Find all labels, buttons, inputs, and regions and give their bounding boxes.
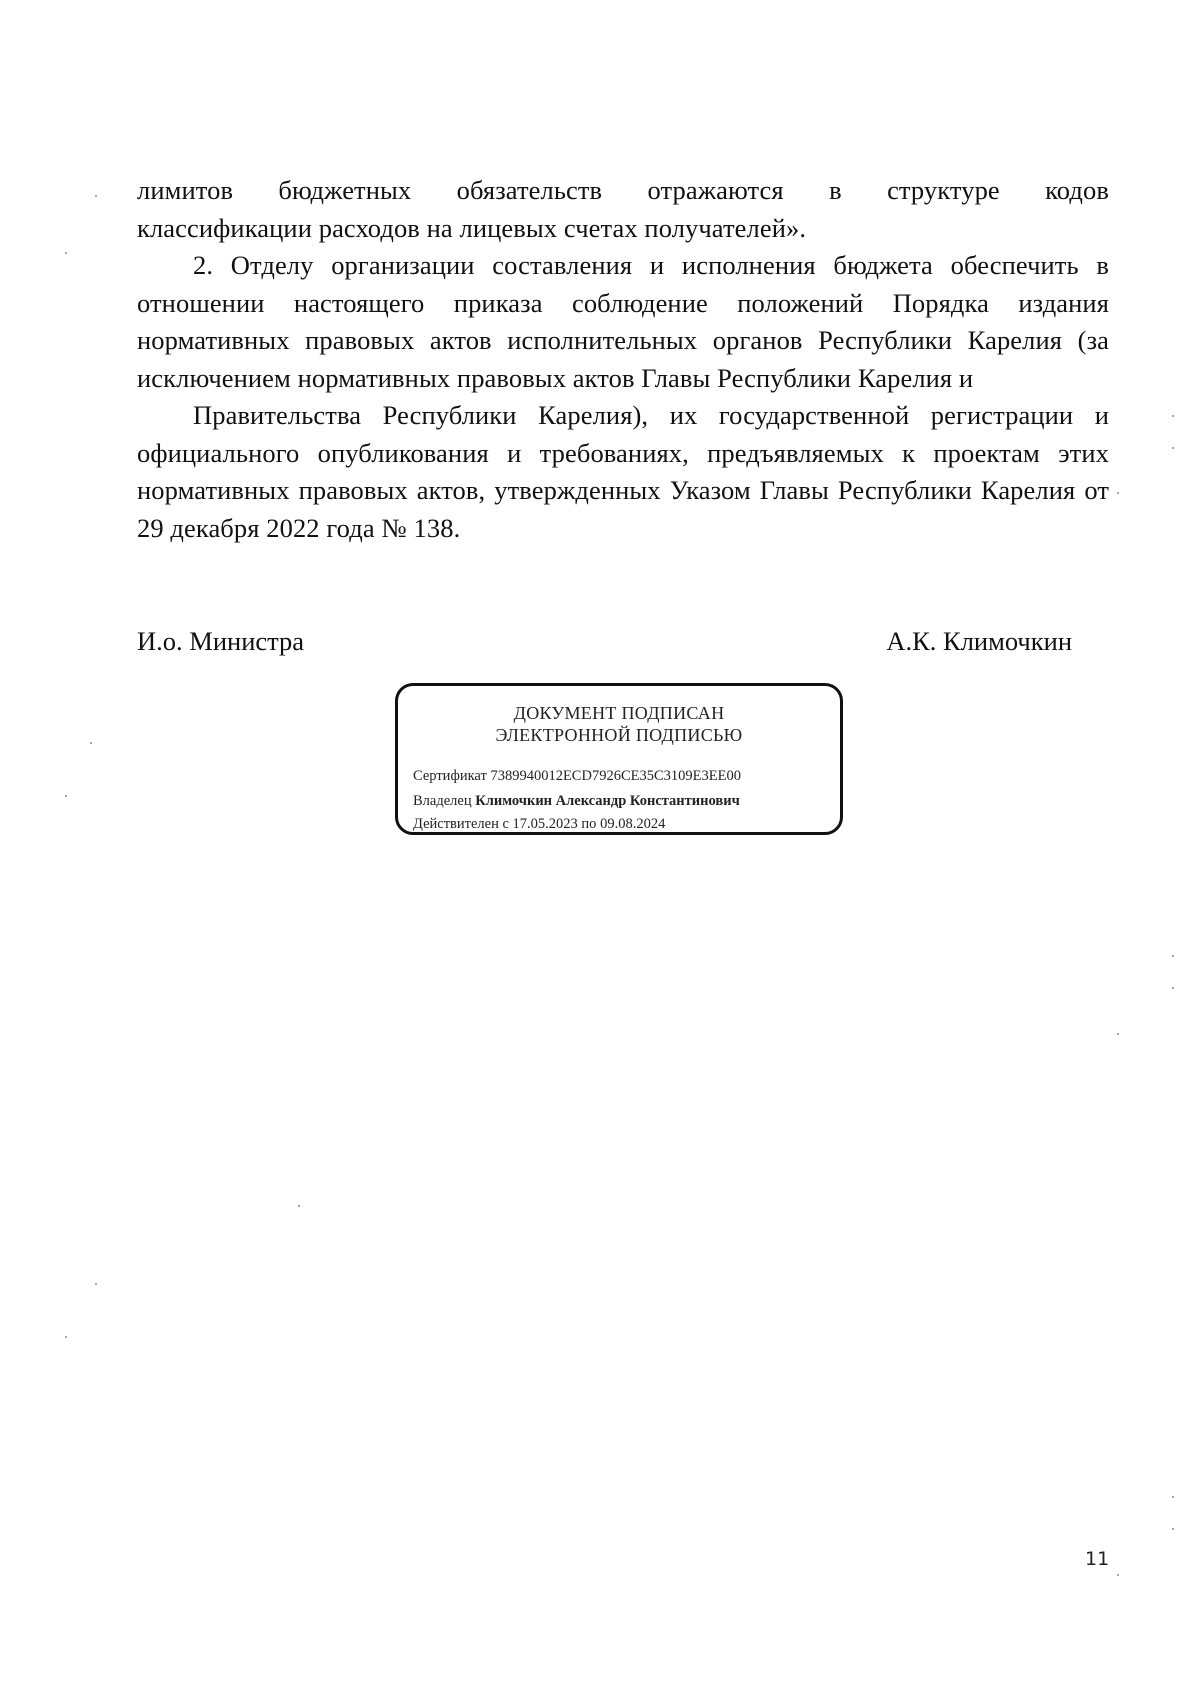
paragraph-1-line-1: [137, 172, 1109, 210]
stamp-validity-to: 09.08.2024: [600, 816, 666, 832]
stamp-validity-to-prefix: по: [581, 816, 597, 832]
paragraph-2: [137, 247, 1109, 397]
stamp-title-line-2: ЭЛЕКТРОННОЙ ПОДПИСЬЮ: [495, 725, 743, 745]
paragraph-3: [137, 397, 1109, 547]
word: кодов: [1045, 175, 1109, 205]
scan-speck: [90, 742, 92, 744]
scan-speck: [1172, 1528, 1174, 1530]
word: лимитов: [137, 175, 234, 205]
paragraph-1-line-2: классификации расходов на лицевых счетах получателей».: [137, 212, 807, 243]
scan-speck: [65, 1336, 67, 1338]
stamp-validity: [413, 815, 830, 833]
paragraph-3-text: Правительства Республики Карелия), их государственной регистрации и официального опубликования и требованиях, предъявляемых к проектам этих нормативных правовых актов, утвержденных Указом Главы Республики Карелия от 29 декабря 2022 года № 138.: [137, 400, 1109, 543]
paragraph-2-text: 2. Отделу организации составления и исполнения бюджета обеспечить в отношении настоящего приказа соблюдение положений Порядка издания нормативных правовых актов исполнительных органов Республики Карелия (за исключением нормативных правовых актов Главы Республики Карелия и: [137, 250, 1109, 393]
word: в: [829, 175, 842, 205]
stamp-certificate: [413, 767, 830, 785]
scan-speck: [95, 1283, 97, 1285]
scan-speck: [1172, 415, 1174, 417]
stamp-title-line-1: ДОКУМЕНТ ПОДПИСАН: [513, 703, 725, 723]
stamp-validity-from: 17.05.2023: [512, 816, 578, 832]
stamp-certificate-label: Сертификат: [413, 768, 487, 784]
scan-speck: [95, 195, 97, 197]
scan-speck: [1172, 447, 1174, 449]
scan-speck: [298, 1205, 300, 1207]
paragraph-1: [137, 172, 1109, 247]
scan-speck: [1117, 1033, 1119, 1035]
signatory-name: А.К. Климочкин: [886, 626, 1072, 656]
stamp-owner: [413, 792, 830, 810]
word: бюджетных: [278, 175, 412, 205]
scan-speck: [1172, 1496, 1174, 1498]
stamp-title: [398, 702, 840, 746]
stamp-validity-label: Действителен: [413, 816, 499, 832]
stamp-validity-from-prefix: с: [502, 816, 509, 832]
stamp-owner-label: Владелец: [413, 793, 472, 809]
signatory-position: И.о. Министра: [137, 626, 305, 656]
scan-speck: [65, 795, 67, 797]
word: обязательств: [456, 175, 603, 205]
word: отражаются: [647, 175, 784, 205]
page-number: 11: [1085, 1548, 1110, 1570]
stamp-certificate-value: 7389940012ECD7926CE35C3109E3EE00: [490, 768, 741, 784]
stamp-owner-value: Климочкин Александр Константинович: [475, 793, 740, 809]
scan-speck: [65, 252, 67, 254]
scan-speck: [1117, 1574, 1119, 1576]
electronic-signature-stamp: [395, 683, 843, 835]
scan-speck: [1172, 955, 1174, 957]
scan-speck: [1117, 492, 1119, 494]
scan-speck: [1172, 987, 1174, 989]
word: структуре: [887, 175, 1000, 205]
